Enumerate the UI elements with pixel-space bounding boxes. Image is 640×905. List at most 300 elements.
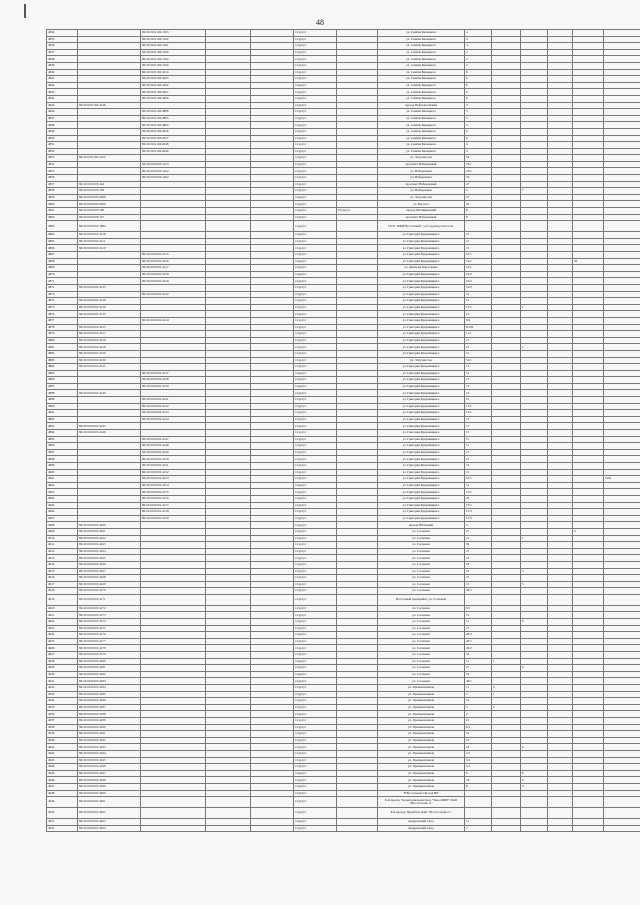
table-row <box>47 357 640 364</box>
cell-city: г.Сургут <box>294 555 337 562</box>
cell-house: 4 <box>465 30 492 37</box>
cell-city: г.Сургут <box>294 711 337 718</box>
cell-e1 <box>206 744 251 751</box>
cell-cad1: 86:10:0101001:4110 <box>78 245 141 252</box>
cell-e3 <box>492 808 521 819</box>
cell-num: 4853 <box>47 155 78 162</box>
cell-e7 <box>604 350 640 357</box>
cell-e2 <box>251 238 294 245</box>
cell-city: г.Сургут <box>294 36 337 43</box>
cell-city: г.Сургут <box>294 324 337 331</box>
cell-street: ул. Сосновая <box>378 645 465 652</box>
cell-e4 <box>521 245 548 252</box>
cell-cad2 <box>141 819 206 826</box>
cell-house: 2 <box>465 56 492 63</box>
cell-e3 <box>492 423 521 430</box>
cell-e4 <box>521 82 548 89</box>
cell-num: 4904 <box>47 495 78 502</box>
cell-street: ул. Энтузиастов <box>378 155 465 162</box>
cell-cad1 <box>78 30 141 37</box>
cell-num: 4887 <box>47 383 78 390</box>
cell-e4 <box>521 390 548 397</box>
cell-e4 <box>521 175 548 182</box>
cell-cad2 <box>141 783 206 790</box>
cell-e3 <box>492 625 521 632</box>
cell-house: 6 <box>465 128 492 135</box>
cell-e4 <box>521 135 548 142</box>
cell-house: 13/1 <box>465 403 492 410</box>
cell-e6 <box>573 298 604 305</box>
cell-e4: 6 <box>521 744 548 751</box>
cell-e5 <box>548 304 573 311</box>
cell-cad2 <box>141 665 206 672</box>
cell-e1 <box>206 304 251 311</box>
cell-street: ул. Сосновая <box>378 542 465 549</box>
cell-e6 <box>573 825 604 832</box>
table-row <box>47 337 640 344</box>
cell-num: 4834 <box>47 30 78 37</box>
cell-e2 <box>251 291 294 298</box>
cell-area <box>337 403 378 410</box>
table-row <box>47 691 640 698</box>
cell-e4 <box>521 291 548 298</box>
cell-street: ул. Семёна Билецкого <box>378 56 465 63</box>
cell-e7 <box>604 208 640 215</box>
cell-e4 <box>521 645 548 652</box>
cell-cad2 <box>141 619 206 626</box>
cell-e4 <box>521 443 548 450</box>
cell-area <box>337 221 378 232</box>
cell-cad2 <box>141 605 206 612</box>
cell-e2 <box>251 819 294 826</box>
cell-e2 <box>251 221 294 232</box>
table-row <box>47 278 640 285</box>
cell-num: 4843 <box>47 89 78 96</box>
cell-area <box>337 232 378 239</box>
cell-house: 19 <box>465 737 492 744</box>
cell-house: 15/3 <box>465 515 492 522</box>
cell-e3 <box>492 232 521 239</box>
cell-e4 <box>521 265 548 272</box>
cell-e3 <box>492 221 521 232</box>
table-row <box>47 284 640 291</box>
cell-e6 <box>573 645 604 652</box>
cell-e3 <box>492 102 521 109</box>
cell-e7 <box>604 605 640 612</box>
cell-street: ул. Сосновая <box>378 588 465 595</box>
cell-num: 4838 <box>47 56 78 63</box>
cell-house: 27 <box>465 665 492 672</box>
cell-cad2 <box>141 770 206 777</box>
cell-house: 13 <box>465 370 492 377</box>
cell-cad2 <box>141 350 206 357</box>
cell-area <box>337 410 378 417</box>
table-row <box>47 724 640 731</box>
cell-num: 4879 <box>47 331 78 338</box>
cell-cad1: 86:10:0101001:4175 <box>78 625 141 632</box>
cell-e2 <box>251 304 294 311</box>
cell-house: 15 <box>465 245 492 252</box>
cell-num: 4944 <box>47 764 78 771</box>
cell-e3 <box>492 89 521 96</box>
cell-e4: 5 <box>521 568 548 575</box>
cell-city: г.Сургут <box>294 175 337 182</box>
cell-e7 <box>604 252 640 259</box>
cell-num: 4949 <box>47 797 78 808</box>
cell-street: ул. Семёна Билецкого <box>378 89 465 96</box>
cell-e7 <box>604 456 640 463</box>
cell-e1 <box>206 489 251 496</box>
cell-e2 <box>251 750 294 757</box>
cell-e5 <box>548 515 573 522</box>
cell-house: 15 <box>465 337 492 344</box>
cell-e3 <box>492 364 521 371</box>
cell-house <box>465 221 492 232</box>
cell-city: г.Сургут <box>294 397 337 404</box>
table-row <box>47 403 640 410</box>
cell-house: 18 <box>465 561 492 568</box>
cell-area <box>337 528 378 535</box>
cell-area <box>337 535 378 542</box>
cell-cad1: 86:10:0101001:4145 <box>78 423 141 430</box>
cell-e4 <box>521 238 548 245</box>
table-row <box>47 76 640 83</box>
cell-city: г.Сургут <box>294 135 337 142</box>
cell-e2 <box>251 56 294 63</box>
cell-cad1: 86:10:0101001:4126 <box>78 337 141 344</box>
cell-street: ул. Семёна Билецкого <box>378 82 465 89</box>
cell-city: г.Сургут <box>294 825 337 832</box>
cell-city: г.Сургут <box>294 221 337 232</box>
cell-cad1: 86:10:0101192:1222 <box>78 155 141 162</box>
cell-cad1: 86:10:0101001:4162 <box>78 535 141 542</box>
cell-e3 <box>492 284 521 291</box>
cell-street: ул. Сосновая <box>378 568 465 575</box>
cell-city: г.Сургут <box>294 271 337 278</box>
cell-area <box>337 278 378 285</box>
cell-e5 <box>548 175 573 182</box>
cell-e6 <box>573 142 604 149</box>
cell-e7 <box>604 737 640 744</box>
cell-e5 <box>548 731 573 738</box>
cell-e3 <box>492 645 521 652</box>
table-row <box>47 430 640 437</box>
cell-e1 <box>206 542 251 549</box>
cell-cad2 <box>141 522 206 529</box>
cell-e2 <box>251 717 294 724</box>
cell-e2 <box>251 463 294 470</box>
cell-house: 76/1 <box>465 161 492 168</box>
cell-e7 <box>604 495 640 502</box>
cell-e3 <box>492 181 521 188</box>
cell-num: 4896 <box>47 443 78 450</box>
cell-e7 <box>604 619 640 626</box>
cell-e6 <box>573 403 604 410</box>
cell-e3 <box>492 175 521 182</box>
cell-e3 <box>492 588 521 595</box>
cell-cad2 <box>141 825 206 832</box>
cell-e2 <box>251 188 294 195</box>
cell-area <box>337 128 378 135</box>
cell-num: 4871 <box>47 278 78 285</box>
cell-e3 <box>492 770 521 777</box>
cell-e1 <box>206 638 251 645</box>
cell-num: 4950 <box>47 808 78 819</box>
cell-cad1: 86:10:0101001:4125 <box>78 324 141 331</box>
cell-street: ул. Промышленная <box>378 764 465 771</box>
cell-e2 <box>251 658 294 665</box>
cell-e6 <box>573 311 604 318</box>
cell-house: 45/2 <box>465 645 492 652</box>
cell-e3 <box>492 324 521 331</box>
cell-e3 <box>492 731 521 738</box>
cell-city: г.Сургут <box>294 724 337 731</box>
cell-area <box>337 214 378 221</box>
cell-e5 <box>548 128 573 135</box>
cell-e7 <box>604 377 640 384</box>
cell-e3 <box>492 652 521 659</box>
table-row <box>47 495 640 502</box>
cell-e6 <box>573 632 604 639</box>
cell-e1 <box>206 410 251 417</box>
cell-e1 <box>206 36 251 43</box>
cell-e4 <box>521 612 548 619</box>
cell-e5 <box>548 685 573 692</box>
cell-house: 15/3 <box>465 509 492 516</box>
cell-e1 <box>206 645 251 652</box>
cell-e1 <box>206 69 251 76</box>
cell-e1 <box>206 717 251 724</box>
cell-area <box>337 291 378 298</box>
cell-house: 5/2 <box>465 757 492 764</box>
cell-e4 <box>521 825 548 832</box>
cell-street: ул. Григория Кукуевицкого <box>378 245 465 252</box>
cell-house: 2 <box>465 711 492 718</box>
cell-e3 <box>492 410 521 417</box>
cell-e5 <box>548 410 573 417</box>
table-row <box>47 56 640 63</box>
cell-e6 <box>573 515 604 522</box>
cell-e5 <box>548 456 573 463</box>
cell-num: 4903 <box>47 489 78 496</box>
cell-city: г.Сургут <box>294 62 337 69</box>
cell-e3 <box>492 619 521 626</box>
cell-cad2 <box>141 588 206 595</box>
cell-cad1: 86:10:0101001:4167 <box>78 568 141 575</box>
cell-cad1: 86:10:0101192:4148 <box>78 102 141 109</box>
cell-area <box>337 581 378 588</box>
cell-e6 <box>573 364 604 371</box>
cell-e6 <box>573 588 604 595</box>
cell-e1 <box>206 76 251 83</box>
cell-area <box>337 148 378 155</box>
cell-cad1 <box>78 515 141 522</box>
cell-e2 <box>251 777 294 784</box>
cell-e7: 1961 <box>604 476 640 483</box>
cell-house: 76 <box>465 175 492 182</box>
cell-e6 <box>573 698 604 705</box>
cell-cad2 <box>141 232 206 239</box>
cell-e6 <box>573 777 604 784</box>
cell-e5 <box>548 370 573 377</box>
cell-e7 <box>604 645 640 652</box>
cell-area <box>337 364 378 371</box>
cell-e3 <box>492 430 521 437</box>
cell-cad1 <box>78 456 141 463</box>
cell-e2 <box>251 331 294 338</box>
cell-house: 15 <box>465 456 492 463</box>
cell-street: ул. Григория Кукуевицкого <box>378 456 465 463</box>
cell-house: 3 <box>465 102 492 109</box>
cell-e5 <box>548 298 573 305</box>
cell-e6 <box>573 331 604 338</box>
cell-e3 <box>492 535 521 542</box>
cell-area <box>337 469 378 476</box>
cell-e5 <box>548 619 573 626</box>
cell-street: ул. Григория Кукуевицкого <box>378 304 465 311</box>
cell-area <box>337 678 378 685</box>
cell-e4 <box>521 284 548 291</box>
cell-street: ПСК "ЖБИ"Восточный", ул.Садовая,участок 91 <box>378 221 465 232</box>
cell-e2 <box>251 344 294 351</box>
cell-cad2 <box>141 181 206 188</box>
cell-num: 4869 <box>47 265 78 272</box>
table-row <box>47 717 640 724</box>
cell-e7 <box>604 819 640 826</box>
cell-cad2: 86:10:0101003:1202 <box>141 175 206 182</box>
cell-area <box>337 284 378 291</box>
cell-e5 <box>548 658 573 665</box>
cell-area <box>337 555 378 562</box>
table-row <box>47 704 640 711</box>
cell-cad2: 86:10:0101192:4868 <box>141 109 206 116</box>
cell-num: 4857 <box>47 181 78 188</box>
cell-e4 <box>521 49 548 56</box>
cell-city: г.Сургут <box>294 619 337 626</box>
cell-cad1: 86:10:0101001:4164 <box>78 548 141 555</box>
cell-city: г.Сургут <box>294 502 337 509</box>
cell-e5 <box>548 671 573 678</box>
cell-e5 <box>548 737 573 744</box>
cell-house: 15 <box>465 232 492 239</box>
cell-num: 4931 <box>47 678 78 685</box>
cell-e1 <box>206 502 251 509</box>
cell-e4: 1 <box>521 304 548 311</box>
cell-cad1: 86:10:0101001:4203 <box>78 819 141 826</box>
cell-e7 <box>604 76 640 83</box>
cell-e6 <box>573 304 604 311</box>
cell-e1 <box>206 698 251 705</box>
cell-house <box>465 594 492 605</box>
cell-e4 <box>521 311 548 318</box>
cell-num: 4863 <box>47 221 78 232</box>
cell-cad1: 86:10:0101001:4186 <box>78 698 141 705</box>
cell-e5 <box>548 581 573 588</box>
cell-e1 <box>206 476 251 483</box>
cell-e4 <box>521 476 548 483</box>
cell-area <box>337 652 378 659</box>
cell-area <box>337 122 378 129</box>
cell-house: 10/1 <box>465 476 492 483</box>
cell-e5 <box>548 278 573 285</box>
cell-e5 <box>548 148 573 155</box>
cell-e6 <box>573 30 604 37</box>
cell-e6 <box>573 278 604 285</box>
cell-area <box>337 311 378 318</box>
cell-e7 <box>604 750 640 757</box>
cell-e7 <box>604 95 640 102</box>
cell-cad2 <box>141 731 206 738</box>
cell-e5 <box>548 449 573 456</box>
cell-e6 <box>573 625 604 632</box>
cell-e7 <box>604 678 640 685</box>
cell-e5 <box>548 194 573 201</box>
cell-cad1 <box>78 76 141 83</box>
cell-street: ул. Григория Кукуевицкого <box>378 436 465 443</box>
cell-city: г.Сургут <box>294 638 337 645</box>
cell-e6 <box>573 542 604 549</box>
cell-cad2 <box>141 208 206 215</box>
cell-e2 <box>251 645 294 652</box>
cell-cad2 <box>141 423 206 430</box>
cell-street: ул. Григория Кукуевицкого <box>378 463 465 470</box>
cell-cad1 <box>78 291 141 298</box>
cell-area <box>337 731 378 738</box>
cell-e6 <box>573 797 604 808</box>
cell-city: г.Сургут <box>294 265 337 272</box>
cell-cad1 <box>78 383 141 390</box>
cell-e2 <box>251 548 294 555</box>
cell-num: 4867 <box>47 252 78 259</box>
cell-e1 <box>206 509 251 516</box>
cell-e2 <box>251 542 294 549</box>
cell-street: ул. Промышленная <box>378 770 465 777</box>
cell-e3 <box>492 304 521 311</box>
table-row <box>47 568 640 575</box>
cell-cad1: 86:10:0101003:2020 <box>78 201 141 208</box>
cell-e7 <box>604 825 640 832</box>
cell-e3 <box>492 638 521 645</box>
cell-street: ул. Промышленная <box>378 777 465 784</box>
cell-e5 <box>548 109 573 116</box>
cell-cad1: 86:10:0101003:198 <box>78 208 141 215</box>
cell-e3 <box>492 482 521 489</box>
cell-area <box>337 808 378 819</box>
cell-e2 <box>251 76 294 83</box>
cell-city: г.Сургут <box>294 148 337 155</box>
cell-e6 <box>573 76 604 83</box>
cell-e5 <box>548 350 573 357</box>
cell-e3 <box>492 711 521 718</box>
cell-e2 <box>251 698 294 705</box>
cell-e7 <box>604 783 640 790</box>
cell-city: г.Сургут <box>294 658 337 665</box>
cell-e6 <box>573 317 604 324</box>
cell-street: ул. Григория Кукуевицкого <box>378 252 465 259</box>
cell-house: 6/1 <box>465 764 492 771</box>
table-row <box>47 377 640 384</box>
cell-cad2: 86:10:0101001:4126 <box>141 258 206 265</box>
cell-city: г.Сургут <box>294 744 337 751</box>
cell-city: г.Сургут <box>294 685 337 692</box>
cell-area <box>337 476 378 483</box>
table-row <box>47 311 640 318</box>
cell-e5 <box>548 357 573 364</box>
cell-house: 15 <box>465 298 492 305</box>
cell-cad1: 86:10:0101001:4190 <box>78 724 141 731</box>
cell-area <box>337 95 378 102</box>
cell-e4 <box>521 575 548 582</box>
